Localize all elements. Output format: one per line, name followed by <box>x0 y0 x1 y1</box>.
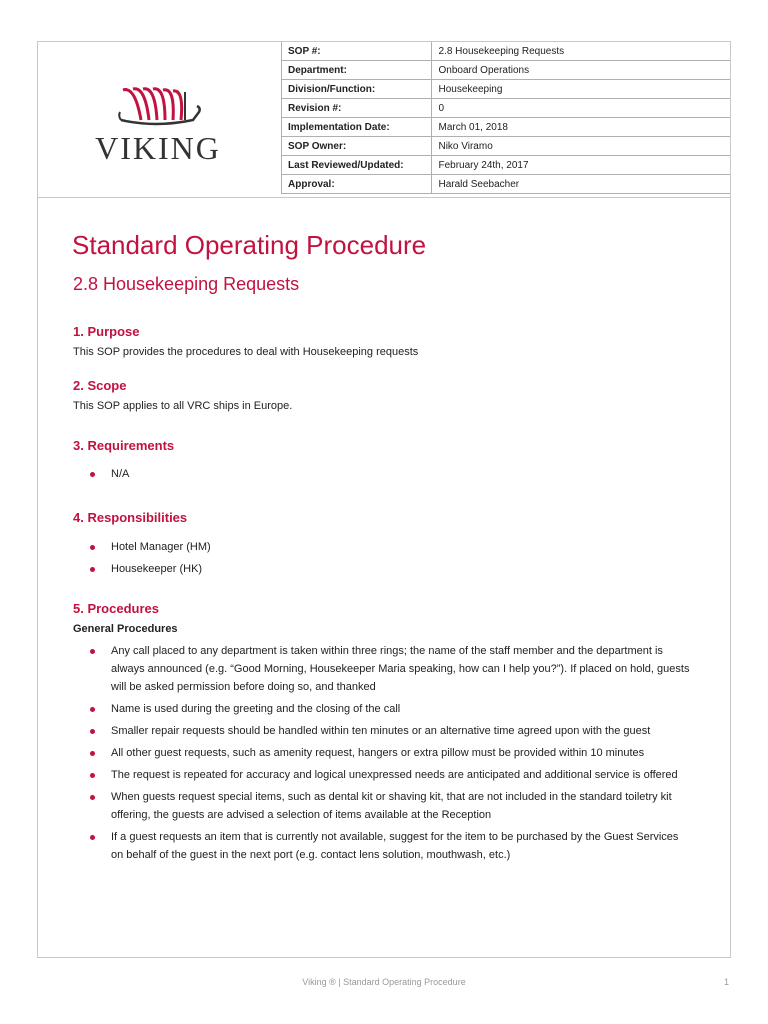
requirements-heading: 3. Requirements <box>73 438 175 453</box>
list-item-text: N/A <box>111 468 130 480</box>
viking-logo <box>85 82 231 166</box>
metadata-value: 2.8 Housekeeping Requests <box>432 42 730 61</box>
list-item <box>90 828 690 864</box>
bullet-icon <box>90 545 95 550</box>
responsibilities-heading: 4. Responsibilities <box>73 510 188 525</box>
metadata-key: Department: <box>282 61 432 80</box>
bullet-icon <box>90 707 95 712</box>
list-item <box>90 788 690 824</box>
metadata-value: Onboard Operations <box>432 61 730 80</box>
bullet-icon <box>90 567 95 572</box>
page-subtitle: 2.8 Housekeeping Requests <box>73 274 300 294</box>
bullet-icon <box>90 795 95 800</box>
metadata-value: 0 <box>432 99 730 118</box>
procedures-list <box>90 642 690 868</box>
list-item <box>90 465 690 483</box>
metadata-row <box>282 42 731 61</box>
procedures-subheading: General Procedures <box>73 623 178 635</box>
list-item-text: All other guest requests, such as amenity request, hangers or extra pillow must be provided within 10 minutes <box>111 747 645 759</box>
metadata-key: Implementation Date: <box>282 118 432 137</box>
list-item-text: When guests request special items, such as dental kit or shaving kit, that are not included in the standard toiletry kit offering, the guests are advised a selection of items available at the Reception <box>111 791 672 821</box>
bullet-icon <box>90 649 95 654</box>
metadata-row <box>282 156 731 175</box>
list-item <box>90 642 690 696</box>
metadata-row <box>282 137 731 156</box>
metadata-row <box>282 175 731 194</box>
metadata-value: February 24th, 2017 <box>432 156 730 175</box>
purpose-heading: 1. Purpose <box>73 324 140 339</box>
metadata-key: SOP #: <box>282 42 432 61</box>
longship-icon <box>115 82 205 128</box>
responsibilities-list <box>90 538 690 582</box>
bullet-icon <box>90 835 95 840</box>
bullet-icon <box>90 773 95 778</box>
logo-wordmark: VIKING <box>95 130 221 166</box>
metadata-value: Niko Viramo <box>432 137 730 156</box>
list-item-text: Housekeeper (HK) <box>111 563 203 575</box>
metadata-key: Last Reviewed/Updated: <box>282 156 432 175</box>
bullet-icon <box>90 472 95 477</box>
list-item-text: Any call placed to any department is taken within three rings; the name of the staff member and the department is always announced (e.g. “Good Morning, Housekeeper Maria speaking, how can I help you?”). If placed on hold, guests will be asked permission before doing so, and thanked <box>111 645 690 693</box>
bullet-icon <box>90 751 95 756</box>
metadata-row <box>282 80 731 99</box>
page-number: 1 <box>724 977 730 987</box>
list-item <box>90 560 690 578</box>
list-item-text: If a guest requests an item that is currently not available, suggest for the item to be purchased by the Guest Services on behalf of the guest in the next port (e.g. contact lens solution, mouthwash, etc.) <box>111 831 679 861</box>
page-footer: Viking ® | Standard Operating Procedure <box>302 977 466 987</box>
metadata-key: Revision #: <box>282 99 432 118</box>
list-item-text: Hotel Manager (HM) <box>111 541 211 553</box>
metadata-value: Harald Seebacher <box>432 175 730 194</box>
list-item <box>90 744 690 762</box>
metadata-key: Approval: <box>282 175 432 194</box>
metadata-key: Division/Function: <box>282 80 432 99</box>
scope-heading: 2. Scope <box>73 378 127 393</box>
list-item <box>90 700 690 718</box>
scope-text: This SOP applies to all VRC ships in Europe. <box>73 400 293 412</box>
requirements-list <box>90 465 690 487</box>
purpose-text: This SOP provides the procedures to deal with Housekeeping requests <box>73 346 419 358</box>
metadata-value: March 01, 2018 <box>432 118 730 137</box>
list-item-text: Smaller repair requests should be handled within ten minutes or an alternative time agreed upon with the guest <box>111 725 651 737</box>
list-item <box>90 538 690 556</box>
list-item-text: The request is repeated for accuracy and logical unexpressed needs are anticipated and additional service is offered <box>111 769 678 781</box>
procedures-heading: 5. Procedures <box>73 601 159 616</box>
metadata-value: Housekeeping <box>432 80 730 99</box>
metadata-row <box>282 118 731 137</box>
page-title: Standard Operating Procedure <box>72 230 427 260</box>
metadata-row <box>282 61 731 80</box>
list-item <box>90 766 690 784</box>
list-item-text: Name is used during the greeting and the closing of the call <box>111 703 401 715</box>
bullet-icon <box>90 729 95 734</box>
sop-metadata-table <box>281 42 730 194</box>
list-item <box>90 722 690 740</box>
metadata-key: SOP Owner: <box>282 137 432 156</box>
metadata-row <box>282 99 731 118</box>
header-block <box>38 42 730 198</box>
